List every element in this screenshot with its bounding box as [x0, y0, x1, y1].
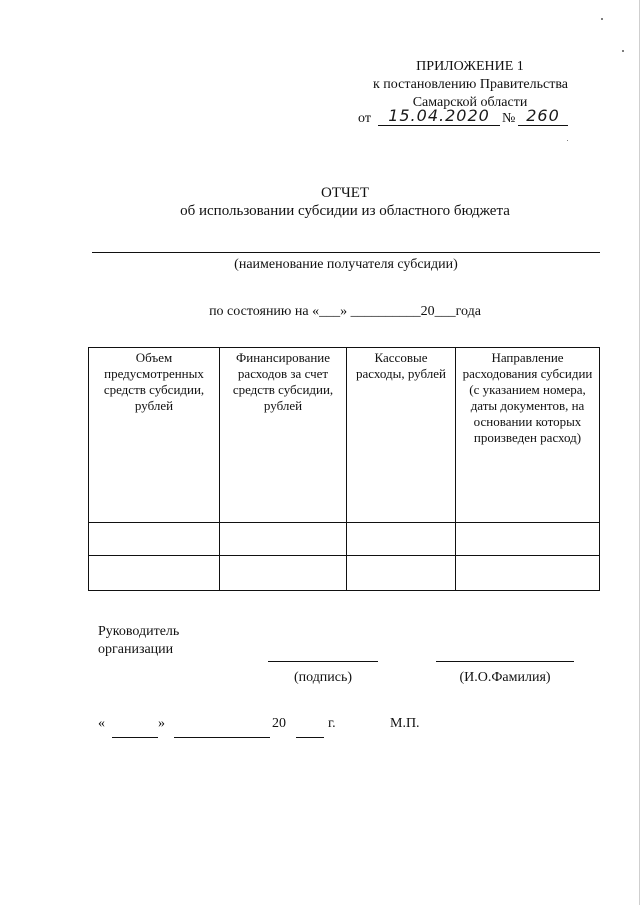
year-prefix: 20	[272, 716, 286, 731]
signature-line	[268, 661, 378, 662]
table-cell	[220, 523, 347, 556]
date-close-quote: »	[158, 716, 165, 731]
head-label-line2: организации	[98, 642, 174, 657]
day-blank-line	[112, 737, 158, 738]
year-blank-line	[296, 737, 324, 738]
scan-speck	[622, 50, 624, 52]
year-suffix: г.	[328, 716, 336, 731]
handwritten-date: 15.04.2020	[378, 106, 500, 126]
appendix-region: Самарской области	[412, 95, 528, 110]
scan-speck	[601, 18, 603, 20]
table-header-row	[89, 348, 600, 523]
table-cell	[347, 556, 456, 591]
recipient-caption: (наименование получателя субсидии)	[234, 257, 458, 272]
table-cell	[456, 556, 600, 591]
table-row	[89, 556, 600, 591]
table-cell	[89, 556, 220, 591]
table-cell	[89, 523, 220, 556]
recipient-blank-line	[92, 252, 600, 253]
header-cash-expenses: Кассовые расходы, рублей	[347, 348, 456, 523]
header-financing: Финансирование расходов за счет средств субсидии, рублей	[220, 348, 347, 523]
stamp-placeholder: М.П.	[390, 716, 420, 731]
table-row	[89, 523, 600, 556]
name-line	[436, 661, 574, 662]
scan-speck	[567, 140, 568, 141]
appendix-decree: к постановлению Правительства	[372, 77, 568, 92]
name-caption: (И.О.Фамилия)	[459, 670, 551, 685]
appendix-number-label: №	[502, 111, 516, 126]
as-of-date-line: по состоянию на «___» __________20___года	[209, 304, 481, 319]
date-open-quote: «	[98, 716, 105, 731]
appendix-title: ПРИЛОЖЕНИЕ 1	[416, 59, 524, 74]
table-cell	[456, 523, 600, 556]
signature-caption: (подпись)	[293, 670, 353, 685]
header-planned-amount: Объем предусмотренных средств субсидии, рублей	[89, 348, 220, 523]
report-title: ОТЧЕТ	[320, 185, 370, 201]
header-expense-direction: Направление расходования субсидии (с указанием номера, даты документов, на основании которых произведен расход)	[456, 348, 600, 523]
appendix-from-label: от	[358, 111, 371, 126]
head-label-line1: Руководитель	[98, 624, 180, 639]
report-subtitle: об использовании субсидии из областного бюджета	[180, 203, 510, 219]
report-table	[88, 347, 600, 591]
month-blank-line	[174, 737, 270, 738]
table-cell	[347, 523, 456, 556]
handwritten-number: 260	[518, 106, 568, 126]
table-cell	[220, 556, 347, 591]
